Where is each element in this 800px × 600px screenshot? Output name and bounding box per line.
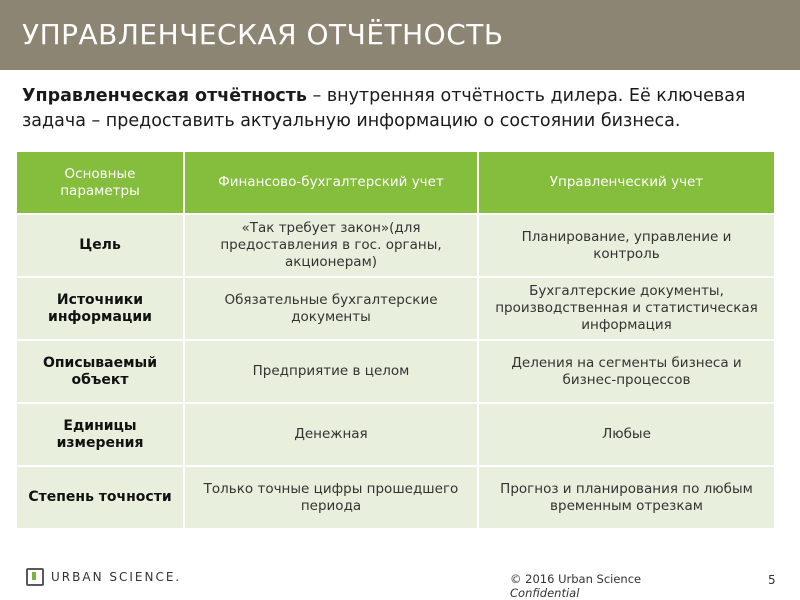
row-financial-value: Предприятие в целом [185,341,479,404]
row-financial-value: «Так требует закон»(для предоставления в гос. органы, акционерам) [185,215,479,278]
footer-copyright: © 2016 Urban Science [510,572,642,586]
footer-confidential: Confidential [510,586,580,600]
header-management-accounting: Управленческий учет [479,152,774,215]
title-bar [0,0,800,70]
row-financial-value: Только точные цифры прошедшего периода [185,467,479,530]
row-parameter: Цель [17,215,185,278]
header-parameters: Основные параметры [17,152,185,215]
intro-paragraph [22,84,762,134]
table-header-row [17,152,774,215]
urban-science-logo [26,568,181,586]
logo-mark-icon [26,568,44,586]
row-parameter: Источники информации [17,278,185,341]
table-row [17,341,774,404]
row-management-value: Прогноз и планирования по любым временным отрезкам [479,467,774,530]
intro-term: Управленческая отчётность [22,86,307,106]
table-row [17,215,774,278]
header-financial-accounting: Финансово-бухгалтерский учет [185,152,479,215]
row-parameter: Единицы измерения [17,404,185,467]
page-number: 5 [768,573,776,587]
row-management-value: Любые [479,404,774,467]
row-management-value: Деления на сегменты бизнеса и бизнес-процессов [479,341,774,404]
row-parameter: Степень точности [17,467,185,530]
row-parameter: Описываемый объект [17,341,185,404]
row-management-value: Планирование, управление и контроль [479,215,774,278]
table-row [17,404,774,467]
logo-text: URBAN SCIENCE. [51,570,182,584]
slide-title: УПРАВЛЕНЧЕСКАЯ ОТЧЁТНОСТЬ [22,18,504,51]
intro-definition: – внутренняя отчётность дилера. Её ключевая задача – предоставить актуальную информацию о состоянии бизнеса. [22,86,746,131]
row-management-value: Бухгалтерские документы, производственная и статистическая информация [479,278,774,341]
table-row [17,278,774,341]
comparison-table [17,152,774,530]
table-row [17,467,774,530]
row-financial-value: Денежная [185,404,479,467]
row-financial-value: Обязательные бухгалтерские документы [185,278,479,341]
